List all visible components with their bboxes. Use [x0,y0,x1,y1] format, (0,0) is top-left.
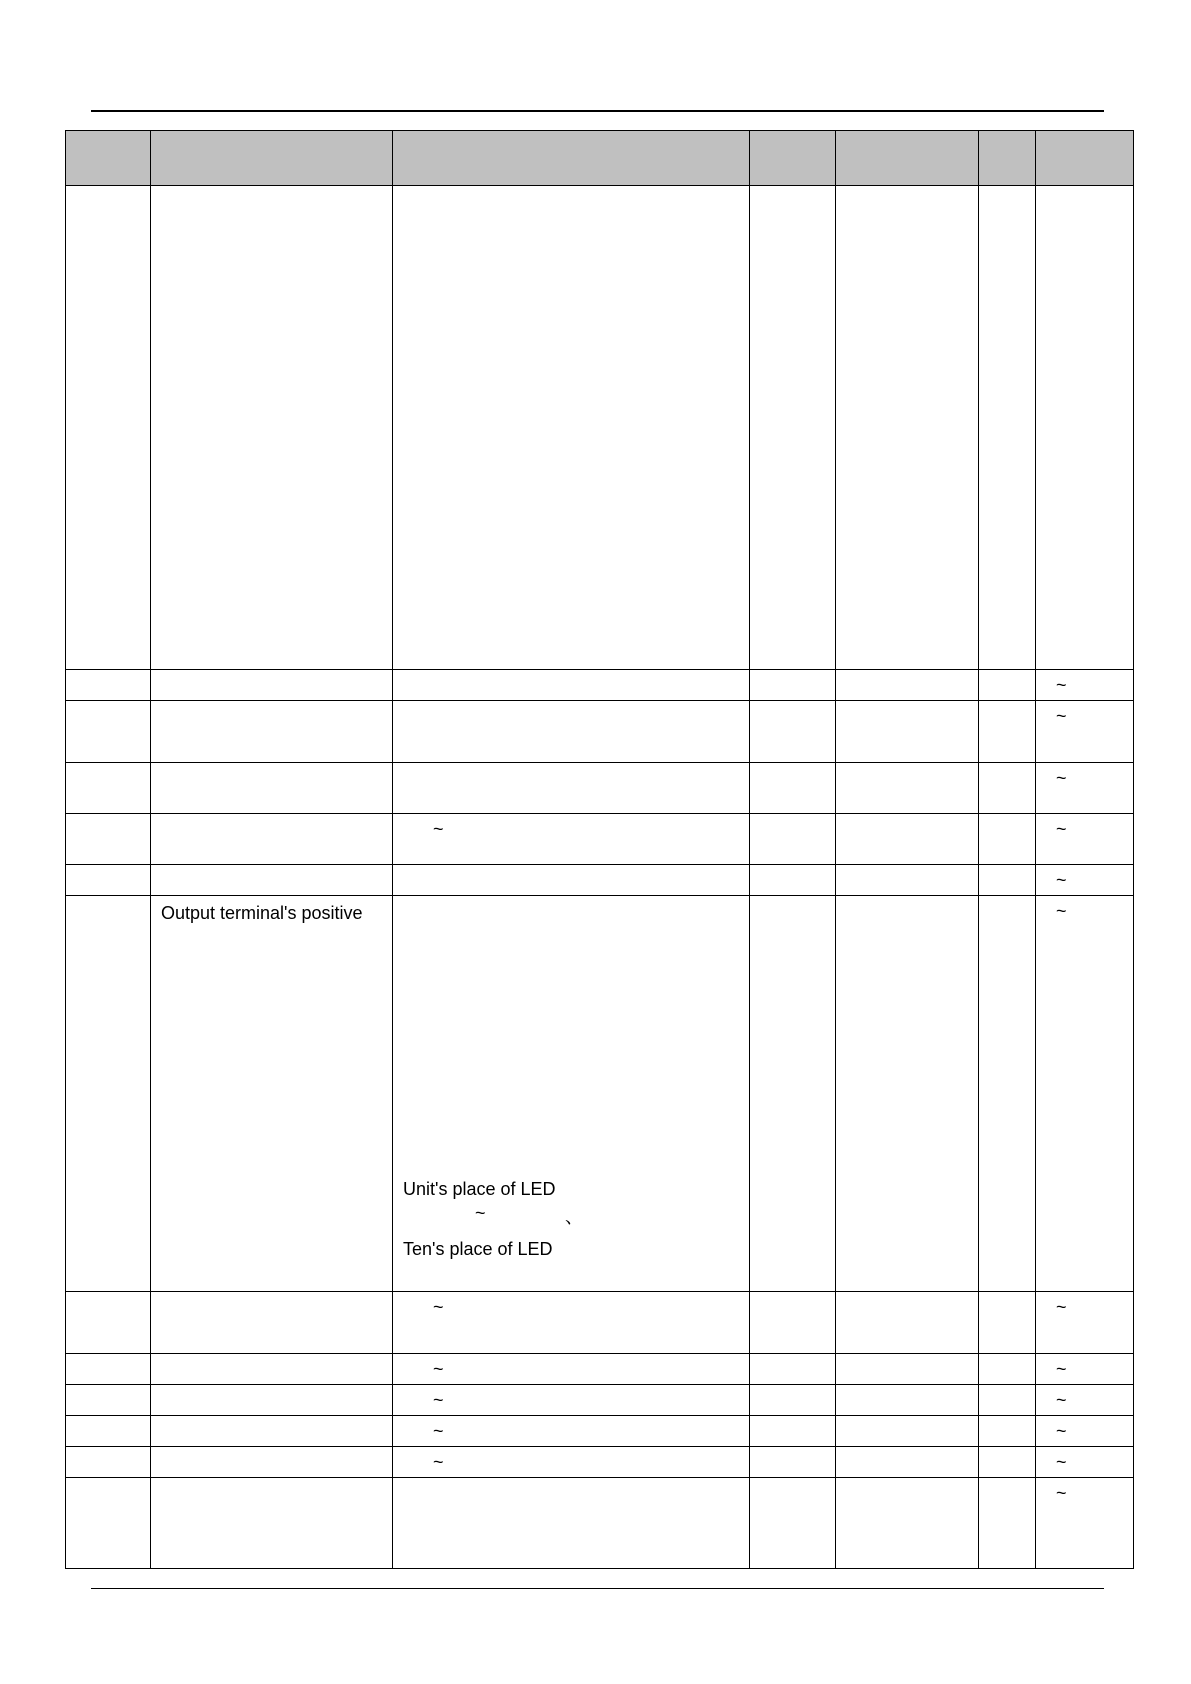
led-unit-place: Unit's place of LED [403,1179,556,1199]
row-range: ~ [1056,1297,1067,1317]
row-name [151,1478,392,1484]
row-description: ~ [433,1359,444,1379]
led-ten-place: Ten's place of LED [403,1239,553,1259]
table-header-row [66,131,1134,186]
table-row [66,896,1134,1292]
row-description [393,701,749,707]
row-name: Output terminal's positive [161,903,363,923]
header-cell-code [66,131,151,186]
table-row [66,186,1134,670]
row-description: ~ [433,1452,444,1472]
led-range-mark: 、 [565,1207,583,1227]
header-cell-description [393,131,750,186]
header-cell-name [151,131,393,186]
led-place-notes [403,1174,583,1264]
row-description: ~ [433,1297,444,1317]
table-row [66,670,1134,701]
row-description [393,1478,749,1484]
header-cell-default [836,131,979,186]
row-description [393,670,749,676]
table-row [66,865,1134,896]
row-range: ~ [1056,706,1067,726]
row-description: ~ [433,1421,444,1441]
row-range: ~ [1056,1483,1067,1503]
row-description: ~ [433,1390,444,1410]
row-description [393,865,749,871]
row-description [393,896,749,1291]
table-row [66,1292,1134,1354]
table-row [66,701,1134,763]
table-row [66,1416,1134,1447]
table-row [66,814,1134,865]
table-row [66,1385,1134,1416]
header-cell-unit [750,131,836,186]
row-range: ~ [1056,1359,1067,1379]
header-cell-modify [979,131,1036,186]
row-range: ~ [1056,768,1067,788]
row-range: ~ [1056,870,1067,890]
led-range-line [403,1203,583,1234]
row-range: ~ [1056,1421,1067,1441]
row-range: ~ [1056,675,1067,695]
footer-rule [91,1588,1104,1589]
table-row [66,763,1134,814]
parameter-table [65,130,1134,1569]
row-range: ~ [1056,901,1067,921]
row-name [151,701,392,707]
table-row [66,1447,1134,1478]
table-row [66,1354,1134,1385]
table-row [66,1478,1134,1569]
row-range: ~ [1056,1452,1067,1472]
row-name [151,1354,392,1360]
header-rule [91,110,1104,112]
row-description [393,186,749,192]
row-range: ~ [1056,819,1067,839]
row-name [151,186,392,192]
row-name [151,1292,392,1298]
row-range [1036,186,1133,192]
row-name [151,1385,392,1391]
row-range: ~ [1056,1390,1067,1410]
header-cell-range [1036,131,1134,186]
row-name [151,763,392,769]
row-name [151,1447,392,1453]
row-name [151,814,392,820]
row-description: ~ [433,819,444,839]
row-name [151,865,392,871]
row-description [393,763,749,769]
led-range-tilde: ~ [475,1203,486,1223]
row-name [151,670,392,676]
row-name [151,1416,392,1422]
